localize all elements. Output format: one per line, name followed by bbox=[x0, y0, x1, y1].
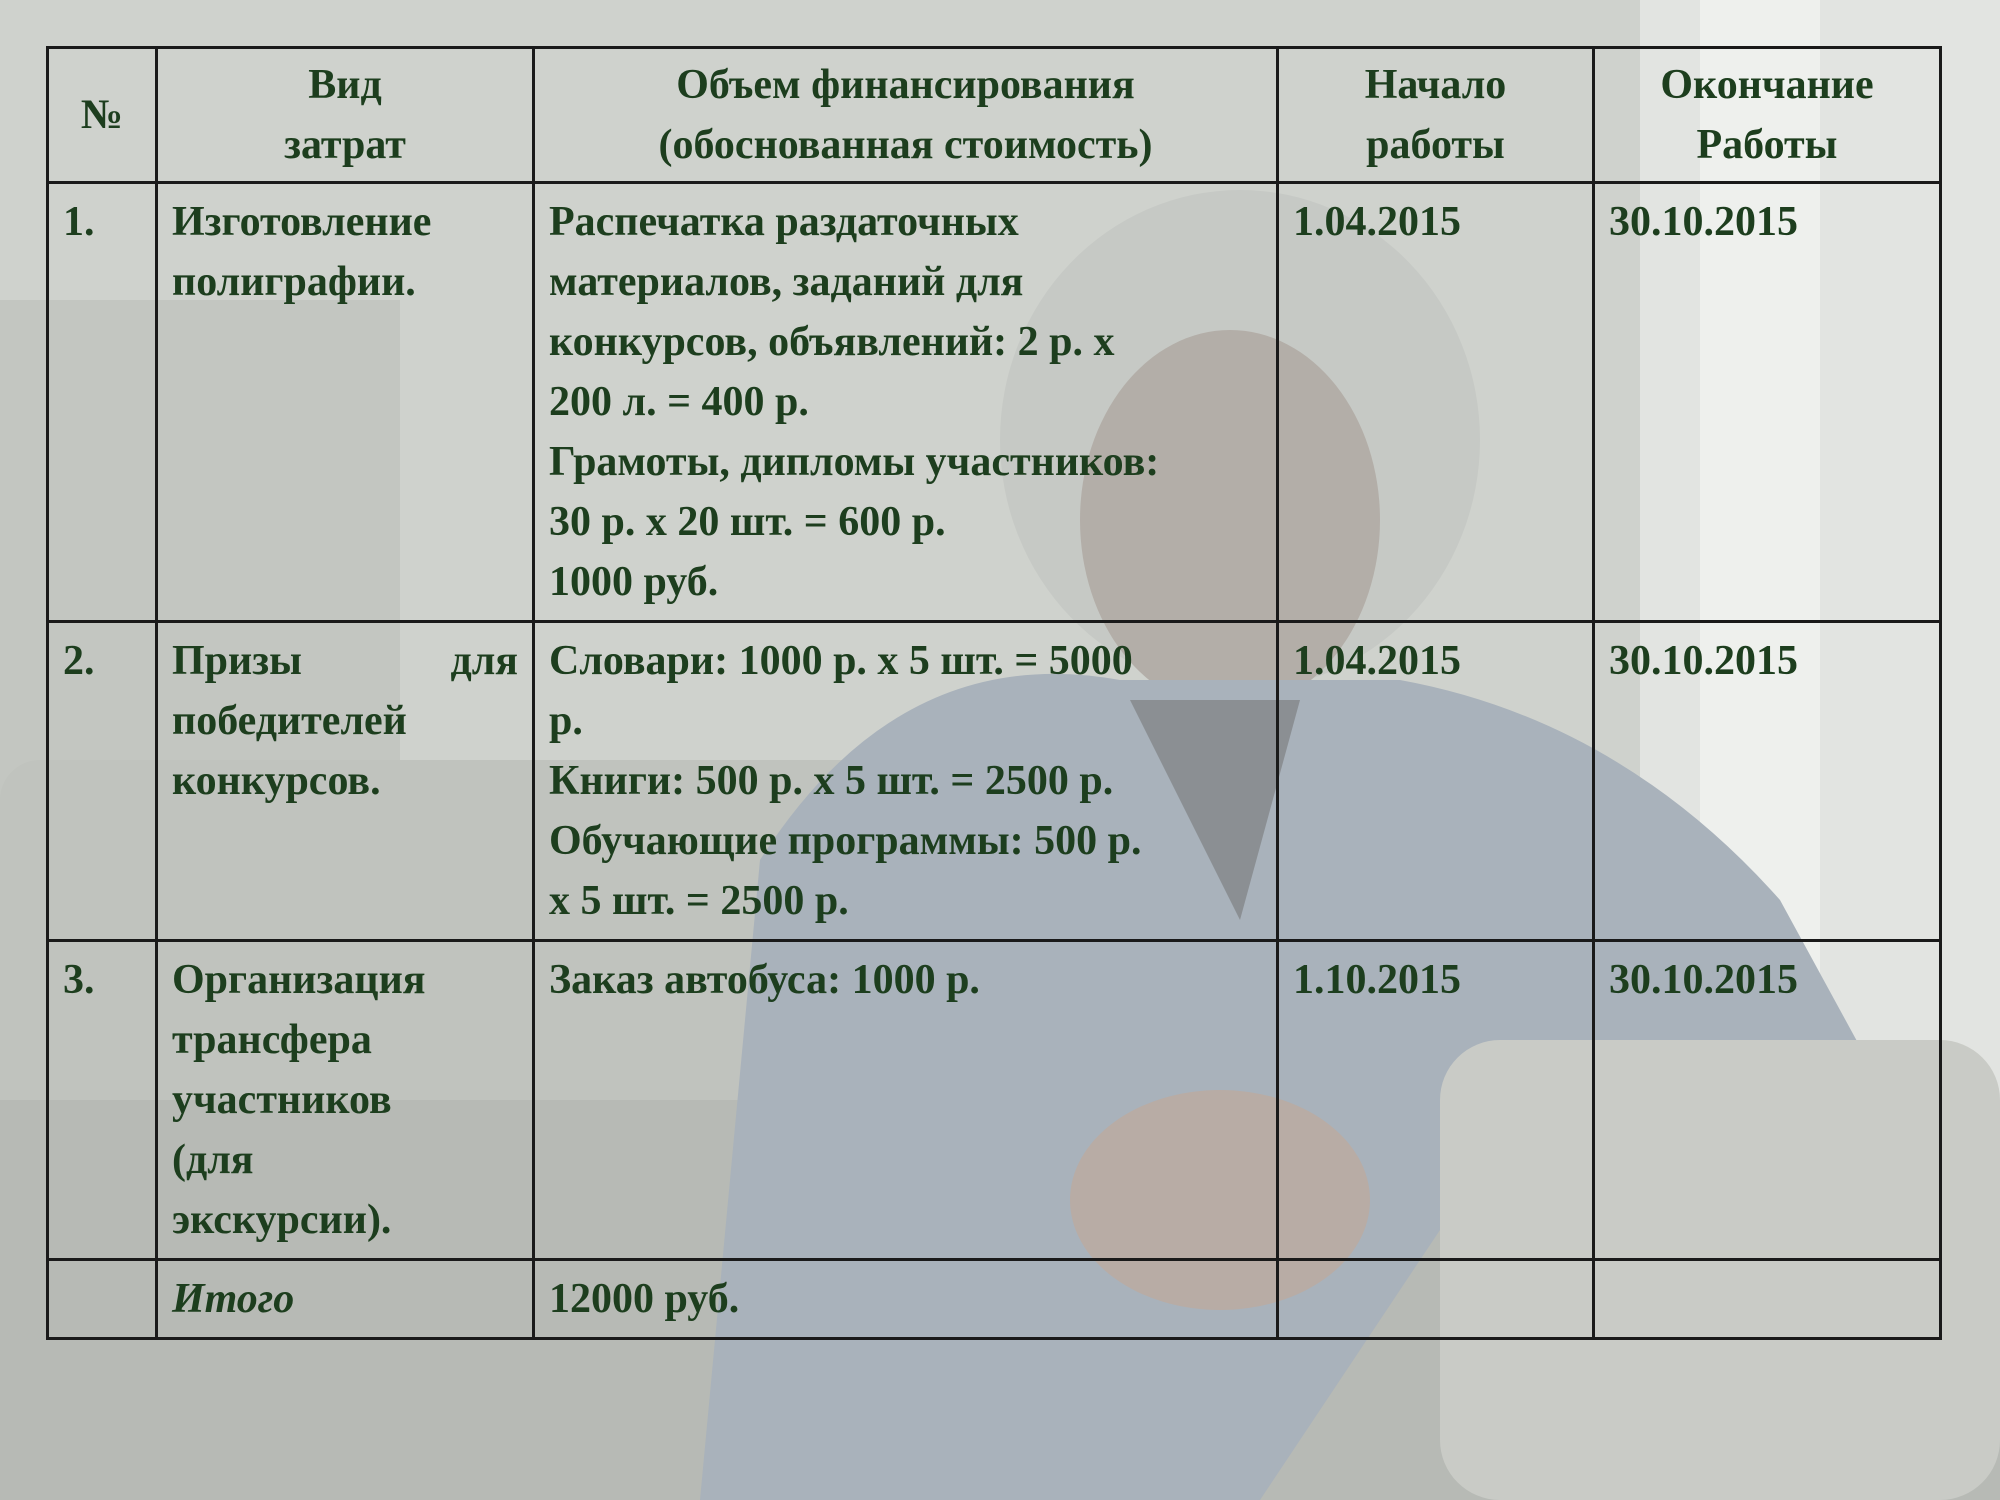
cost-type-cell: Изготовление полиграфии. bbox=[157, 183, 534, 622]
table-row bbox=[48, 622, 1941, 941]
total-end-cell bbox=[1594, 1260, 1941, 1339]
header-row bbox=[48, 48, 1941, 183]
funding-cell: Словари: 1000 р. х 5 шт. = 5000 р. Книги: 500 р. х 5 шт. = 2500 р. Обучающие программы: 500 р. х 5 шт. = 2500 р. bbox=[534, 622, 1278, 941]
funding-cell: Заказ автобуса: 1000 р. bbox=[534, 941, 1278, 1260]
end-date-cell: 30.10.2015 bbox=[1594, 622, 1941, 941]
cost-type-first-line: Призы для bbox=[172, 638, 518, 684]
start-date-cell: 1.10.2015 bbox=[1278, 941, 1594, 1260]
start-date-cell: 1.04.2015 bbox=[1278, 622, 1594, 941]
table-row bbox=[48, 183, 1941, 622]
header-number: № bbox=[48, 48, 157, 183]
end-date-cell: 30.10.2015 bbox=[1594, 183, 1941, 622]
total-funding: 12000 руб. bbox=[534, 1260, 1278, 1339]
header-funding: Объем финансирования (обоснованная стоимость) bbox=[534, 48, 1278, 183]
row-number: 2. bbox=[48, 622, 157, 941]
total-number-cell bbox=[48, 1260, 157, 1339]
budget-table bbox=[46, 46, 1942, 1340]
total-label: Итого bbox=[157, 1260, 534, 1339]
row-number: 3. bbox=[48, 941, 157, 1260]
cost-type-cell: Организация трансфера участников (для экскурсии). bbox=[157, 941, 534, 1260]
header-end-date: Окончание Работы bbox=[1594, 48, 1941, 183]
total-row bbox=[48, 1260, 1941, 1339]
start-date-cell: 1.04.2015 bbox=[1278, 183, 1594, 622]
cost-type-cell bbox=[157, 622, 534, 941]
table-row bbox=[48, 941, 1941, 1260]
header-start-date: Начало работы bbox=[1278, 48, 1594, 183]
total-start-cell bbox=[1278, 1260, 1594, 1339]
end-date-cell: 30.10.2015 bbox=[1594, 941, 1941, 1260]
cost-type-rest: победителей конкурсов. bbox=[172, 698, 407, 804]
row-number: 1. bbox=[48, 183, 157, 622]
header-cost-type: Вид затрат bbox=[157, 48, 534, 183]
funding-cell: Распечатка раздаточных материалов, заданий для конкурсов, объявлений: 2 р. х 200 л. = 400 р. Грамоты, дипломы участников: 30 р. х 20 шт. = 600 р. 1000 руб. bbox=[534, 183, 1278, 622]
